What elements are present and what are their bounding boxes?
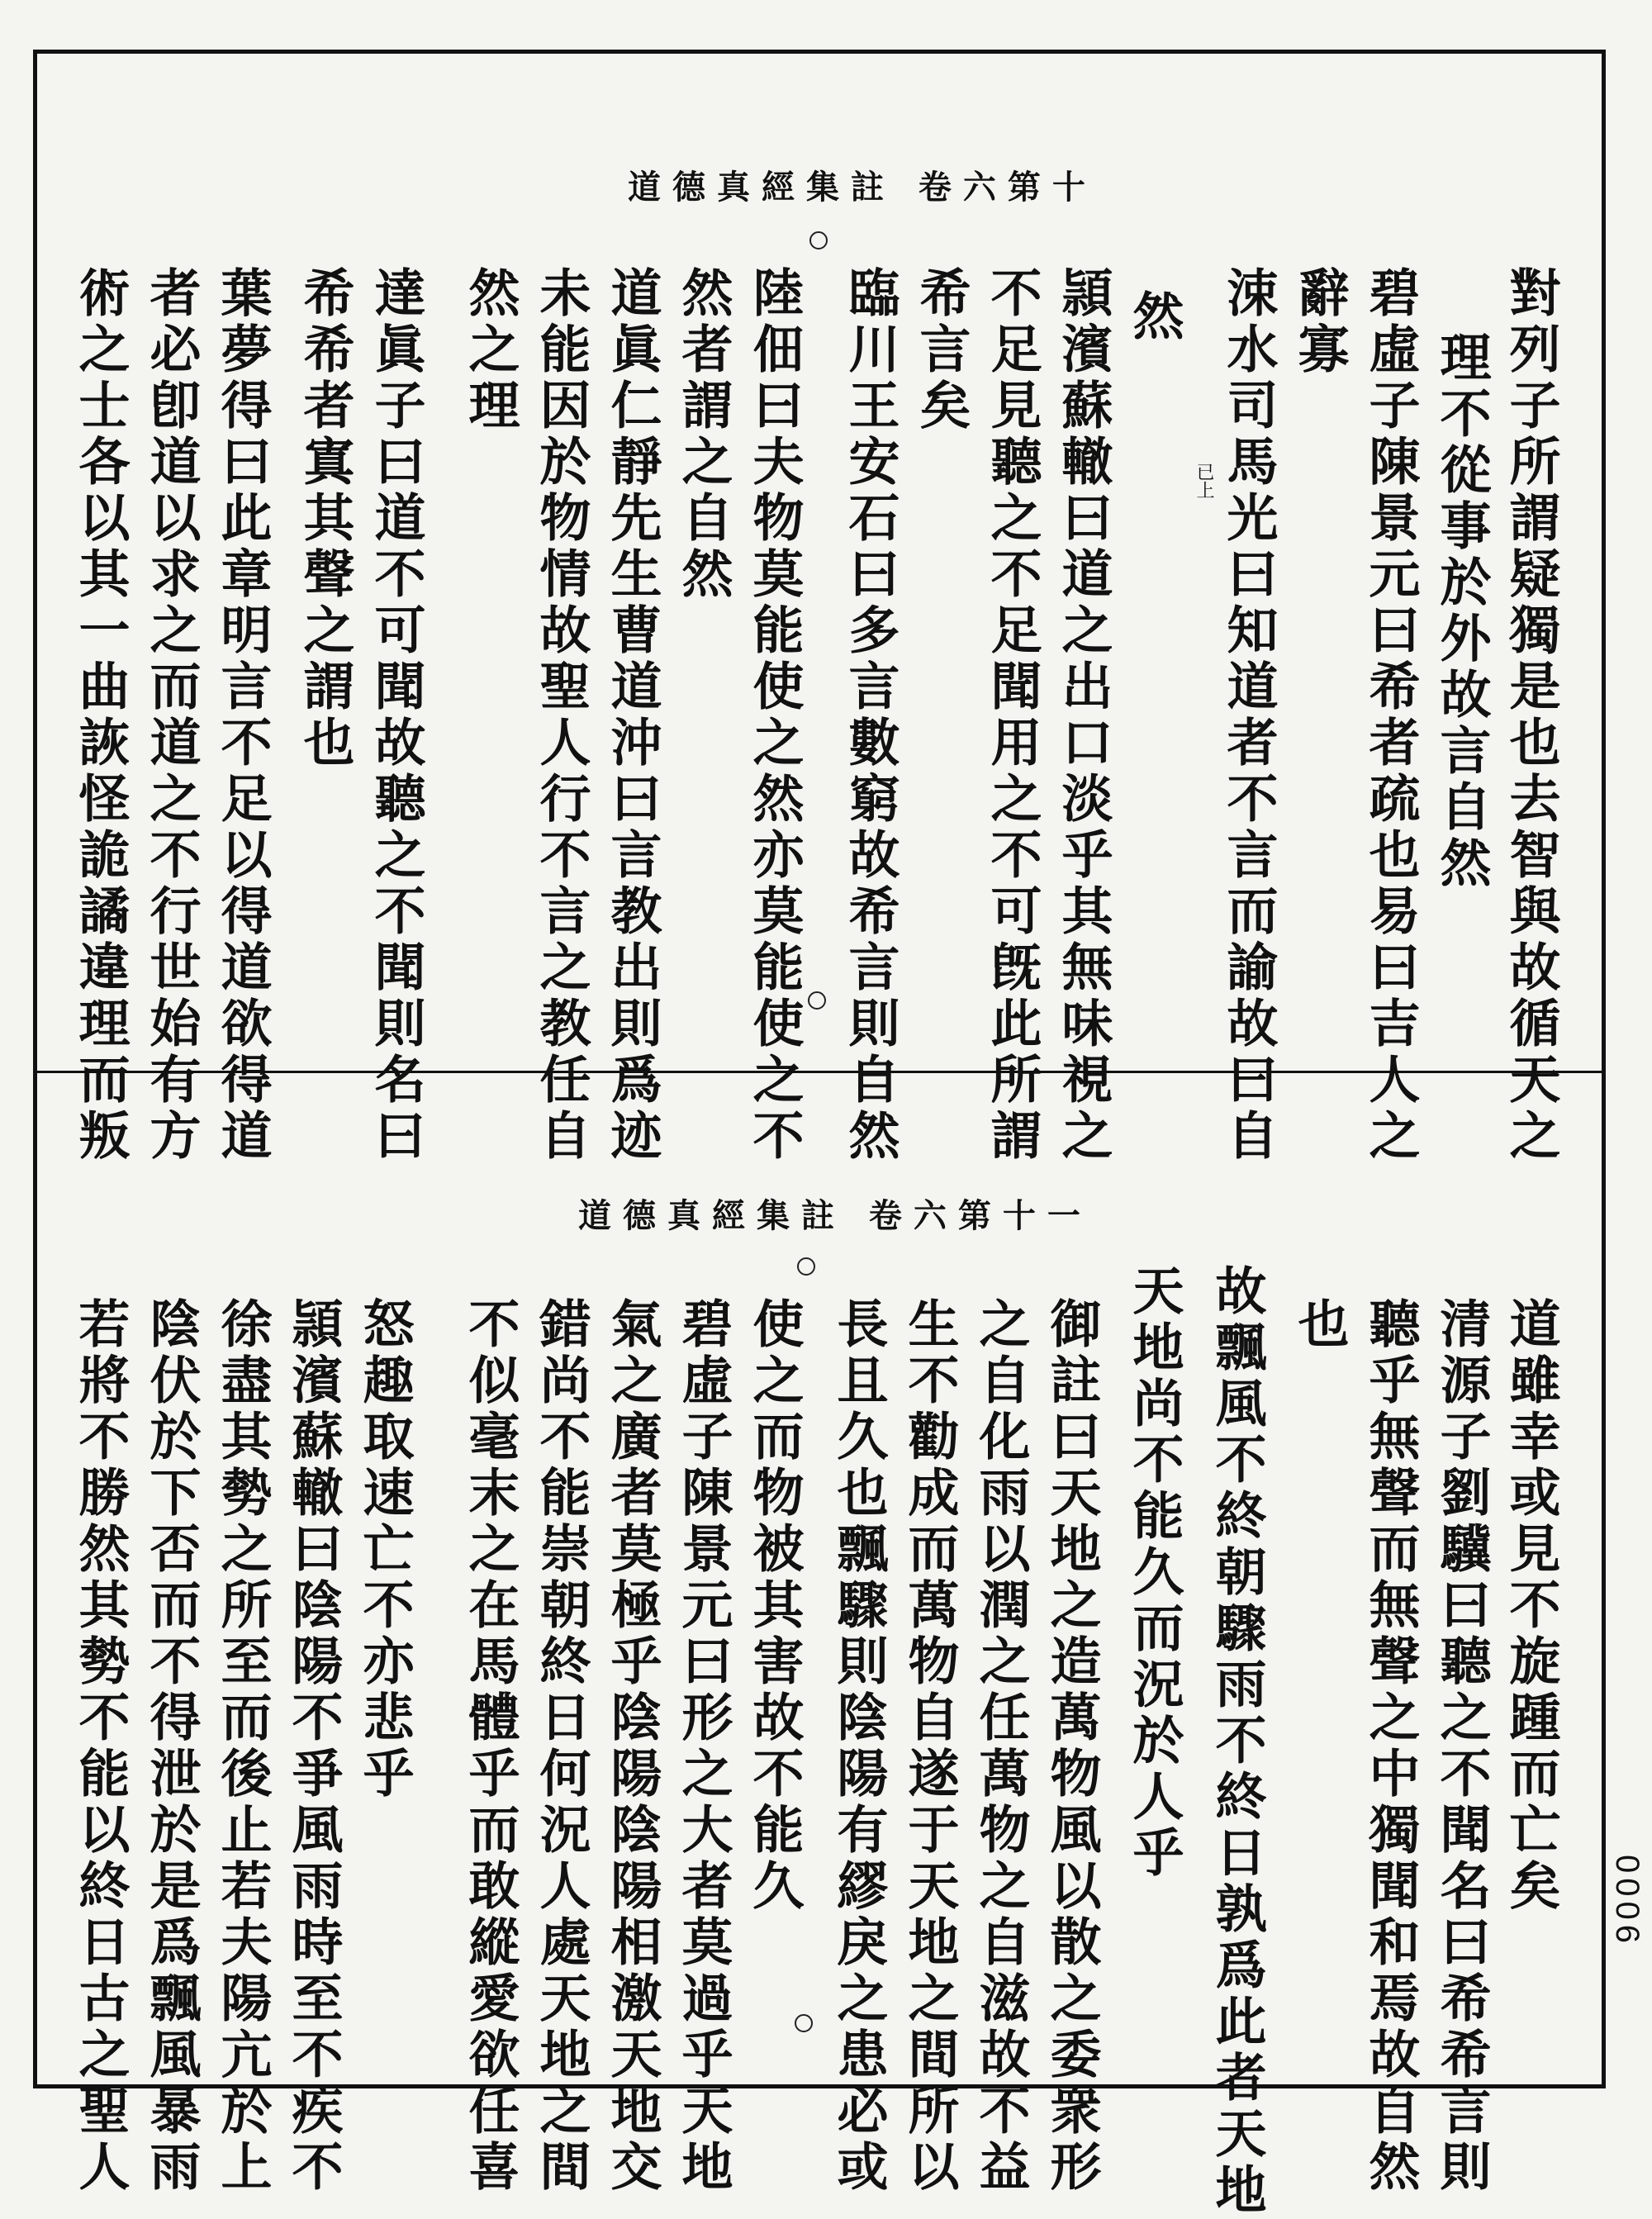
upper-column: 然 [1124, 289, 1184, 345]
lower-column: 生不勸成而萬物自遂于天地之間所以 [900, 1297, 960, 2196]
upper-column: 辭寡 [1289, 266, 1350, 378]
lower-column: 若將不勝然其勢不能以終日古之聖人 [70, 1297, 131, 2196]
lower-column: 長且久也飄驟則陰陽有繆戾之患必或 [828, 1297, 889, 2196]
circle-mark-icon [808, 991, 826, 1010]
upper-column: 對列子所謂疑獨是也去智與故循天之 [1501, 266, 1561, 1165]
upper-column: 葉夢得曰此章明言不足以得道欲得道 [212, 266, 273, 1165]
upper-column: 術之士各以其一曲詼怪詭譎違理而叛 [70, 266, 131, 1165]
upper-column: 陸佃曰夫物莫能使之然亦莫能使之不 [744, 266, 805, 1165]
lower-column: 天地尚不能久而況於人乎 [1124, 1264, 1184, 1882]
lower-column: 之自化雨以潤之任萬物之自滋故不益 [971, 1297, 1031, 2196]
lower-column: 氣之廣者莫極乎陰陽陰陽相激天地交 [602, 1297, 662, 2196]
upper-column: 不足見聽之不足聞用之不可旣此所謂 [982, 266, 1042, 1165]
upper-column: 未能因於物情故聖人行不言之教任自 [531, 266, 591, 1165]
page-number: 0006 [1609, 1855, 1645, 1948]
lower-column: 頴濱蘇轍曰陰陽不爭風雨時至不疾不 [283, 1297, 344, 2196]
upper-column: 達眞子曰道不可聞故聽之不聞則名曰 [366, 266, 426, 1165]
upper-column: 頴濱蘇轍曰道之出口淡乎其無味視之 [1053, 266, 1113, 1165]
upper-column: 希希者寘其聲之謂也 [295, 266, 355, 772]
lower-column: 道雖幸或見不旋踵而亡矣 [1501, 1297, 1561, 1915]
lower-column: 故飄風不終朝驟雨不終日孰爲此者天地 [1207, 1264, 1267, 2219]
upper-column: 道眞仁靜先生曹道沖曰言教出則爲迹 [602, 266, 662, 1165]
lower-column: 也 [1289, 1297, 1350, 1353]
upper-column: 然之理 [460, 266, 520, 435]
lower-column: 清源子劉驥曰聽之不聞名曰希希言則 [1431, 1297, 1492, 2196]
lower-column: 聽乎無聲而無聲之中獨聞和焉故自然 [1360, 1297, 1421, 2196]
interlinear-note: 已上 [1194, 463, 1214, 499]
upper-running-title: 道德真經集註 卷六第十 [628, 168, 1097, 207]
upper-column: 臨川王安石曰多言數窮故希言則自然 [840, 266, 900, 1165]
circle-mark-icon [809, 231, 828, 249]
lower-column: 不似毫末之在馬體乎而敢縱愛欲任喜 [460, 1297, 520, 2196]
lower-column: 使之而物被其害故不能久 [744, 1297, 805, 1915]
upper-column: 希言矣 [911, 266, 971, 435]
upper-column: 然者謂之自然 [673, 266, 733, 603]
lower-column: 錯尚不能崇朝終日何況人處天地之間 [531, 1297, 591, 2196]
lower-column: 御註曰天地之造萬物風以散之委衆形 [1042, 1297, 1102, 2196]
upper-column: 涑水司馬光曰知道者不言而諭故曰自 [1218, 266, 1279, 1165]
lower-column: 陰伏於下否而不得泄於是爲飄風暴雨 [141, 1297, 202, 2196]
upper-column: 碧虛子陳景元曰希者疏也易曰吉人之 [1360, 266, 1421, 1165]
upper-column: 理不從事於外故言自然 [1431, 330, 1492, 892]
lower-column: 徐盡其勢之所至而後止若夫陽亢於上 [212, 1297, 273, 2196]
circle-mark-icon [795, 2014, 813, 2032]
circle-mark-icon [797, 1257, 815, 1276]
lower-running-title: 道德真經集註 卷六第十一 [578, 1196, 1092, 1235]
upper-column: 者必卽道以求之而道之不行世始有方 [141, 266, 202, 1165]
lower-column: 碧虛子陳景元曰形之大者莫過乎天地 [673, 1297, 733, 2196]
lower-column: 怒趣取速亡不亦悲乎 [354, 1297, 415, 1803]
